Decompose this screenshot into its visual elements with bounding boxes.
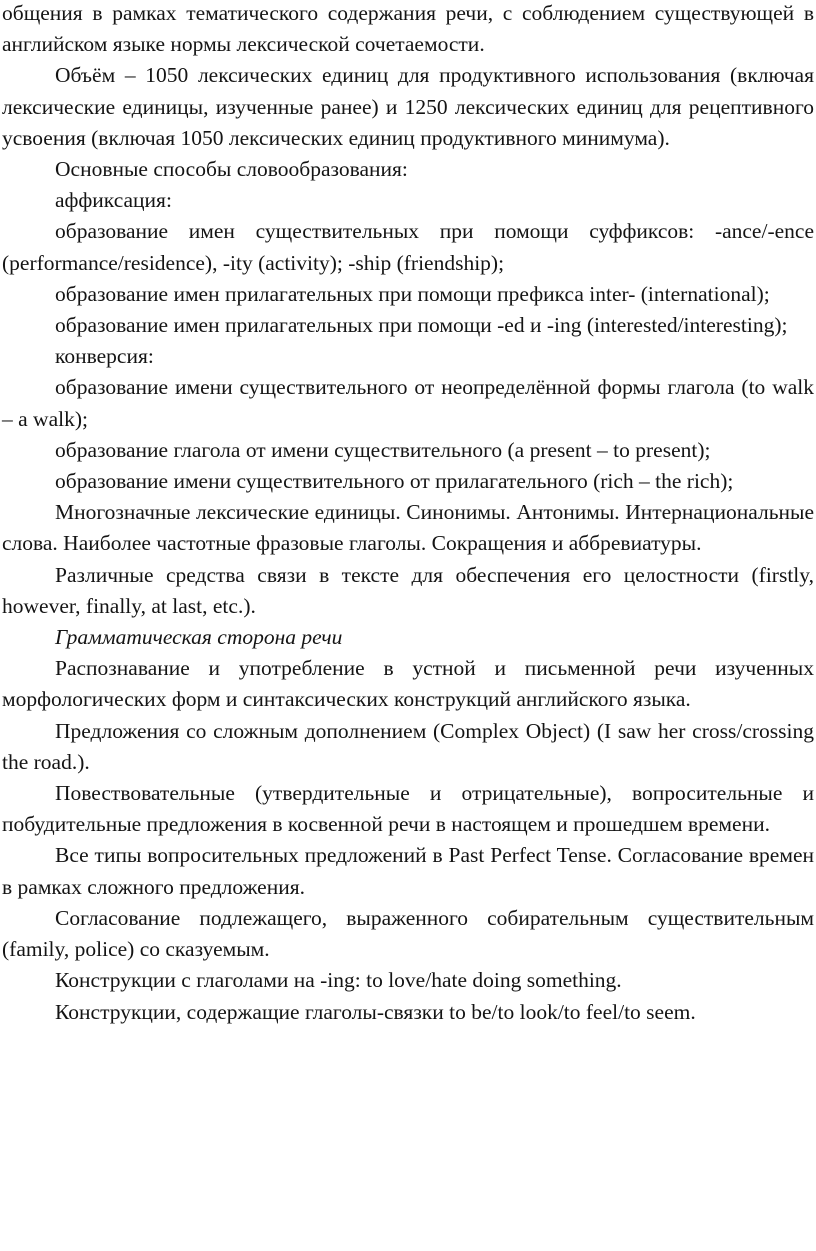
paragraph-reported-speech: Повествовательные (утвердительные и отрицательные), вопросительные и побудительные предложения в косвенной речи в настоящем и прошедшем времени. [2, 781, 814, 837]
section-heading-grammar: Грамматическая сторона речи [55, 625, 343, 650]
paragraph-grammar-recognition: Распознавание и употребление в устной и письменной речи изученных морфологических форм и синтаксических конструкций английского языка. [2, 656, 814, 712]
paragraph-ing-constructions: Конструкции с глаголами на -ing: to love/hate doing something. [55, 968, 622, 993]
paragraph-affixation: аффиксация: [55, 188, 172, 213]
paragraph-subject-agreement: Согласование подлежащего, выраженного собирательным существительным (family, police) со сказуемым. [2, 905, 814, 962]
paragraph-noun-suffixes: образование имен существительных при помощи суффиксов: -ance/-ence (performance/residence), -ity (activity); -ship (friendship); [2, 219, 814, 275]
paragraph-noun-from-adjective: образование имени существительного от прилагательного (rich – the rich); [55, 469, 734, 494]
paragraph-lexical-collocation: общения в рамках тематического содержания речи, с соблюдением существующей в английском языке нормы лексической сочетаемости. [2, 1, 814, 57]
paragraph-linking-devices: Различные средства связи в тексте для обеспечения его целостности (firstly, however, finally, at last, etc.). [2, 562, 814, 618]
paragraph-noun-from-verb: образование имени существительного от неопределённой формы глагола (to walk – a walk); [2, 375, 814, 431]
paragraph-word-formation: Основные способы словообразования: [55, 157, 408, 182]
paragraph-adjective-ed-ing: образование имен прилагательных при помощи -ed и -ing (interested/interesting); [55, 313, 788, 338]
paragraph-polysemy: Многозначные лексические единицы. Синонимы. Антонимы. Интернациональные слова. Наиболее частотные фразовые глаголы. Сокращения и аббревиатуры. [2, 500, 814, 556]
paragraph-verb-from-noun: образование глагола от имени существительного (a present – to present); [55, 437, 711, 462]
paragraph-vocabulary-volume: Объём – 1050 лексических единиц для продуктивного использования (включая лексические единицы, изученные ранее) и 1250 лексических единиц для рецептивного усвоения (включая 1050 лексических единиц продуктивного минимума). [2, 63, 814, 150]
paragraph-complex-object: Предложения со сложным дополнением (Complex Object) (I saw her cross/crossing the road.). [2, 718, 814, 774]
paragraph-conversion: конверсия: [55, 344, 154, 369]
paragraph-adjective-prefix: образование имен прилагательных при помощи префикса inter- (international); [55, 281, 770, 306]
paragraph-linking-verbs: Конструкции, содержащие глаголы-связки to be/to look/to feel/to seem. [55, 999, 696, 1024]
document-page [2, 0, 814, 1028]
paragraph-past-perfect: Все типы вопросительных предложений в Past Perfect Tense. Согласование времен в рамках сложного предложения. [2, 843, 814, 899]
